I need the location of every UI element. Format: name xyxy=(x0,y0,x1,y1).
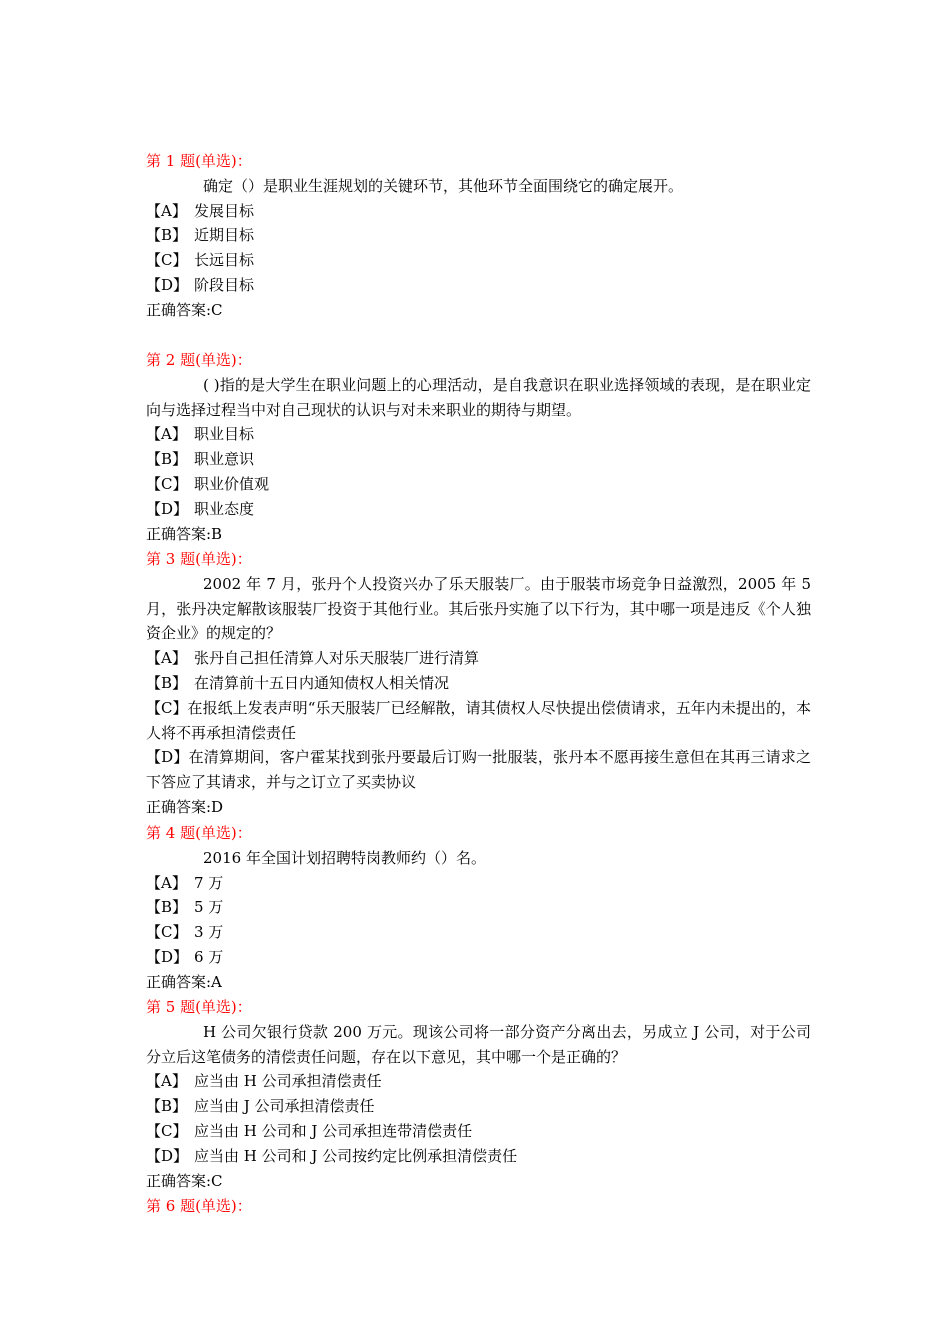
option-text: 在清算前十五日内通知债权人相关情况 xyxy=(194,673,450,692)
option-text: 3 万 xyxy=(194,923,224,942)
option-text: 应当由 H 公司和 J 公司按约定比例承担清偿责任 xyxy=(194,1146,518,1165)
question-heading: 第 1 题(单选)： xyxy=(146,152,252,170)
option-text: 5 万 xyxy=(194,898,224,917)
option-text: 近期目标 xyxy=(194,226,255,245)
question-heading: 第 3 题(单选)： xyxy=(146,550,252,568)
question-heading: 第 5 题(单选)： xyxy=(146,998,252,1016)
option-text: 张丹自己担任清算人对乐天服装厂进行清算 xyxy=(194,649,480,668)
option-tag: 【D】 xyxy=(146,748,189,767)
option-tag: 【C】 xyxy=(146,474,188,493)
option-tag: 【A】 xyxy=(146,649,187,668)
option-c xyxy=(146,1119,811,1144)
option-c xyxy=(146,696,811,746)
option-a xyxy=(146,871,811,896)
option-text: 应当由 H 公司承担清偿责任 xyxy=(194,1072,382,1091)
option-d xyxy=(146,497,811,522)
question-stem: 确定（）是职业生涯规划的关键环节，其他环节全面围绕它的确定展开。 xyxy=(203,176,684,195)
option-text: 6 万 xyxy=(194,947,224,966)
option-tag: 【A】 xyxy=(146,425,187,444)
question-5 xyxy=(146,995,811,1193)
option-tag: 【B】 xyxy=(146,226,188,245)
option-text: 7 万 xyxy=(194,873,224,892)
option-tag: 【D】 xyxy=(146,947,189,966)
option-c xyxy=(146,920,811,945)
question-heading: 第 4 题(单选)： xyxy=(146,824,252,842)
question-6 xyxy=(146,1194,811,1219)
option-text: 阶段目标 xyxy=(194,275,255,294)
option-tag: 【D】 xyxy=(146,275,189,294)
option-a xyxy=(146,1069,811,1094)
option-tag: 【C】 xyxy=(146,251,188,270)
option-tag: 【B】 xyxy=(146,673,188,692)
option-tag: 【C】 xyxy=(146,923,188,942)
option-text: 发展目标 xyxy=(194,201,255,220)
option-text: 职业态度 xyxy=(194,499,255,518)
option-a xyxy=(146,646,811,671)
option-tag: 【A】 xyxy=(146,1072,187,1091)
option-tag: 【C】 xyxy=(146,698,188,717)
option-tag: 【D】 xyxy=(146,1146,189,1165)
option-tag: 【B】 xyxy=(146,898,188,917)
option-b xyxy=(146,671,811,696)
option-text: 职业意识 xyxy=(194,450,255,469)
option-c xyxy=(146,248,811,273)
option-text: 应当由 H 公司和 J 公司承担连带清偿责任 xyxy=(194,1121,473,1140)
question-stem: 2016 年全国计划招聘特岗教师约（）名。 xyxy=(203,848,486,867)
correct-answer: 正确答案:A xyxy=(146,972,222,991)
question-1 xyxy=(146,149,811,323)
option-a xyxy=(146,422,811,447)
option-tag: 【B】 xyxy=(146,1097,188,1116)
correct-answer: 正确答案:C xyxy=(146,1171,223,1190)
option-tag: 【A】 xyxy=(146,873,187,892)
option-tag: 【B】 xyxy=(146,450,188,469)
option-text: 职业目标 xyxy=(194,425,255,444)
option-b xyxy=(146,1094,811,1119)
option-d xyxy=(146,945,811,970)
question-stem: ( )指的是大学生在职业问题上的心理活动，是自我意识在职业选择领域的表现，是在职业定向与选择过程当中对自己现状的认识与对未来职业的期待与期望。 xyxy=(146,375,811,419)
question-3 xyxy=(146,547,811,820)
question-heading: 第 2 题(单选)： xyxy=(146,351,252,369)
correct-answer: 正确答案:D xyxy=(146,797,224,816)
option-d xyxy=(146,745,811,795)
question-4 xyxy=(146,821,811,995)
option-d xyxy=(146,273,811,298)
option-tag: 【C】 xyxy=(146,1121,188,1140)
option-tag: 【A】 xyxy=(146,201,187,220)
option-b xyxy=(146,447,811,472)
option-c xyxy=(146,472,811,497)
question-stem: H 公司欠银行贷款 200 万元。现该公司将一部分资产分离出去，另成立 J 公司，对于公司分立后这笔债务的清偿责任问题，存在以下意见，其中哪一个是正确的？ xyxy=(146,1022,811,1066)
option-text: 长远目标 xyxy=(194,251,255,270)
option-b xyxy=(146,895,811,920)
question-2 xyxy=(146,348,811,546)
option-text: 职业价值观 xyxy=(194,474,270,493)
question-stem: 2002 年 7 月，张丹个人投资兴办了乐天服装厂。由于服装市场竞争日益激烈，2005 年 5 月，张丹决定解散该服装厂投资于其他行业。其后张丹实施了以下行为，其中哪一项是违反《个人独资企业》的规定的？ xyxy=(146,574,811,643)
option-text: 在清算期间，客户霍某找到张丹要最后订购一批服装，张丹本不愿再接生意但在其再三请求之下答应了其请求，并与之订立了买卖协议 xyxy=(146,748,811,792)
question-heading: 第 6 题(单选)： xyxy=(146,1197,252,1215)
option-tag: 【D】 xyxy=(146,499,189,518)
option-d xyxy=(146,1144,811,1169)
option-b xyxy=(146,223,811,248)
option-a xyxy=(146,199,811,224)
correct-answer: 正确答案:C xyxy=(146,300,223,319)
option-text: 在报纸上发表声明“乐天服装厂已经解散，请其债权人尽快提出偿债请求，五年内未提出的，本人将不再承担清偿责任 xyxy=(146,698,811,742)
correct-answer: 正确答案:B xyxy=(146,524,223,543)
option-text: 应当由 J 公司承担清偿责任 xyxy=(194,1097,375,1116)
